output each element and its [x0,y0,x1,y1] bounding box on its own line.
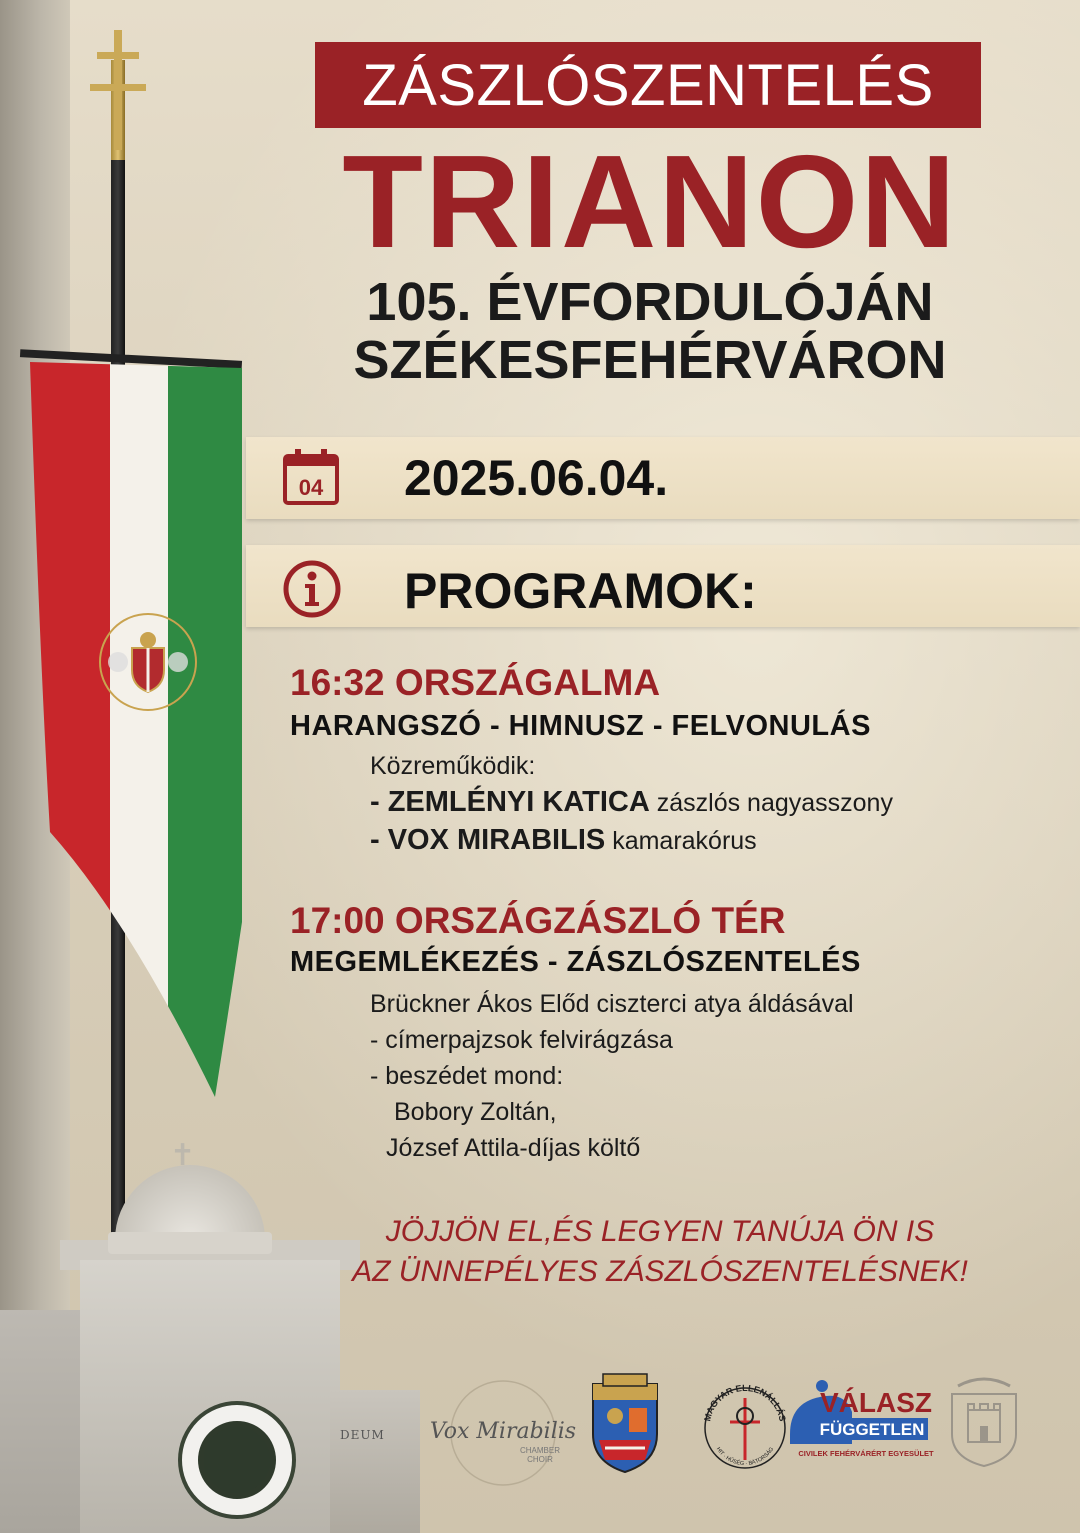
main-title: TRIANON [342,128,958,275]
program-2-events: MEGEMLÉKEZÉS - ZÁSZLÓSZENTELÉS [290,946,861,978]
crown-band [108,1232,272,1254]
program-1-time: 16:32 ORSZÁGALMA [290,662,661,703]
valasz-logo-caption: CIVILEK FEHÉRVÁRÉRT EGYESÜLET [798,1449,934,1458]
title-banner [315,42,981,128]
program-2-line-4: Bobory Zoltán, [394,1098,557,1126]
program-2-line-2: - címerpajzsok felvirágzása [370,1026,673,1054]
cta-line-1: JÖJJÖN EL,ÉS LEGYEN TANÚJA ÖN IS [385,1215,935,1248]
double-cross-upper-bar [97,52,139,59]
double-cross-lower-bar [90,84,146,91]
flag-green-stripe [168,362,242,1102]
flag-red-stripe [30,362,110,1102]
valasz-logo-subtext: FÜGGETLEN [819,1420,925,1439]
program-2-line-5: József Attila-díjas költő [386,1134,641,1162]
castle-crest-icon [944,1374,1024,1468]
valasz-fuggetlen-logo [786,1372,936,1482]
magyar-ellenallas-logo [700,1364,790,1484]
vox-mirabilis-logo [418,1378,588,1488]
program-1-events: HARANGSZÓ - HIMNUSZ - FELVONULÁS [290,710,871,742]
calendar-day: 04 [298,475,324,500]
monument-plate [330,1390,420,1533]
magyar-ring-text: MAGYAR ELLENÁLLÁS [702,1382,788,1423]
program-2-time: 17:00 ORSZÁGZÁSZLÓ TÉR [290,900,786,941]
subtitle-line-2: SZÉKESFEHÉRVÁRON [353,330,947,390]
program-1-intro: Közreműködik: [370,752,536,780]
valasz-logo-text: VÁLASZ [820,1387,932,1418]
calendar-icon [282,448,340,506]
performer-1-name: - ZEMLÉNYI KATICA [370,786,650,818]
program-2-line-3: - beszédet mond: [370,1062,564,1090]
vox-logo-sub-1: CHAMBER [519,1446,561,1455]
event-date: 2025.06.04. [404,450,669,506]
performer-2-name: - VOX MIRABILIS [370,824,606,856]
crown-cross-icon: ✝ [170,1139,196,1172]
monument-plate-text: DEUM [340,1428,385,1442]
info-icon [282,559,342,619]
performer-2-role: kamarakórus [612,827,757,855]
city-coat-of-arms-icon [589,1370,661,1474]
banner-text: ZÁSZLÓSZENTELÉS [362,52,934,118]
magyar-motto-text: HIT · HŰSÉG · BÁTORSÁG [714,1446,776,1468]
flag-white-stripe [110,362,168,1102]
cta-line-2: AZ ÜNNEPÉLYES ZÁSZLÓSZENTELÉSNEK! [352,1255,968,1288]
subtitle-line-1: 105. ÉVFORDULÓJÁN [366,272,934,332]
program-1-performer-2 [370,824,757,857]
performer-1-role: zászlós nagyasszony [656,789,893,817]
program-2-line-1: Brückner Ákos Előd ciszterci atya áldásával [370,990,854,1018]
hungarian-flag [30,362,242,1102]
program-1-performer-1 [370,786,893,819]
wreath [182,1405,292,1515]
programs-heading: PROGRAMOK: [404,563,757,619]
vox-logo-sub-2: CHOIR [527,1455,553,1464]
vox-logo-text: Vox Mirabilis [429,1419,577,1444]
